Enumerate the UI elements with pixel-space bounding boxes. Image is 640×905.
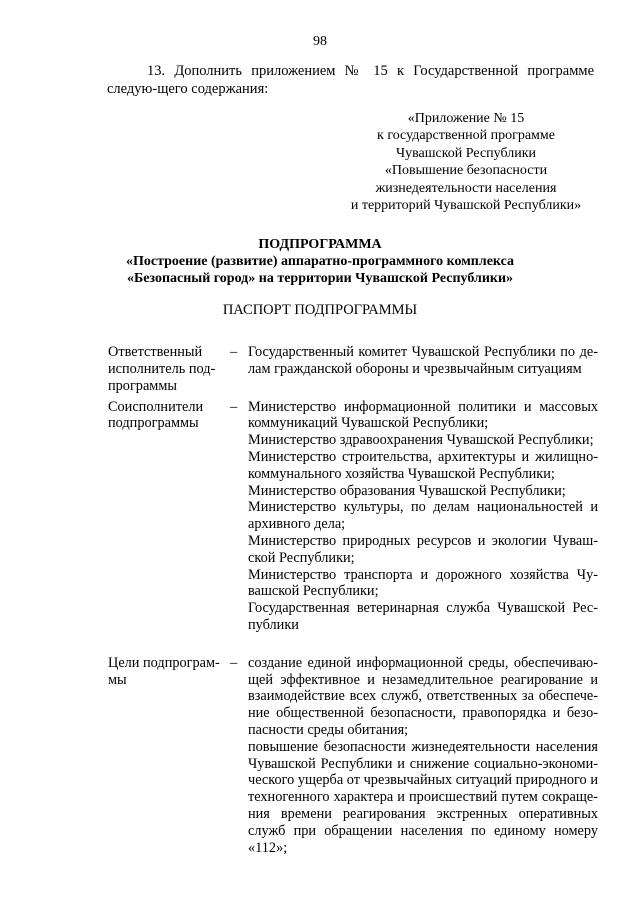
row-label [108,344,214,394]
passport-row-coexecutors [108,399,598,634]
appendix-line: к государственной программе [377,128,555,144]
passport-title: ПАСПОРТ ПОДПРОГРАММЫ [222,302,418,318]
passport-table [108,344,598,856]
row-label [108,399,214,433]
row-label-line: Цели подпрограм- [108,654,220,671]
row-content [248,344,598,378]
subprogram-name-line: «Построение (развитие) аппаратно-программного комплекса [125,254,515,269]
coexecutor-item: Министерство информационной политики и массовых коммуникаций Чувашской Республики; [248,398,598,432]
appendix-line: Чувашской Республики [395,145,537,161]
intro-paragraph: 13. Дополнить приложением № 15 к Государственной программе следую-щего содержания: [107,63,594,97]
appendix-line: и территорий Чувашской Республики» [350,198,582,214]
row-label-line: Соисполнители [108,398,204,415]
row-label [108,654,220,689]
appendix-line: «Приложение № 15 [407,111,525,126]
coexecutor-item: Министерство культуры, по делам национальностей и архивного дела; [248,499,598,533]
coexecutor-item: Министерство природных ресурсов и экологии Чуваш-ской Республики; [248,532,598,566]
row-content [248,655,598,857]
row-dash: – [230,654,238,671]
subprogram-heading: ПОДПРОГРАММА [258,237,382,252]
row-content [248,399,598,634]
row-label-line: Ответственный [108,344,203,360]
appendix-line: «Повышение безопасности [384,163,548,179]
coexecutor-item: Министерство транспорта и дорожного хозяйства Чу-вашской Республики; [248,566,598,600]
subprogram-name-line: «Безопасный город» на территории Чувашской Республики» [126,271,514,286]
goal-item: повышение безопасности жизнедеятельности населения Чувашской Республики и снижение социально-экономи-ческого ущерба от чрезвычайных ситуаций природного и техногенного характера и происшествий путем сокраще-ния времени реагирования экстренных оперативных служб при обращении населения по единому номеру «112»; [248,738,598,856]
subprogram-title [0,236,640,287]
row-dash: – [230,344,238,360]
row-label-line: подпрограммы [108,415,199,432]
coexecutor-item: Министерство образования Чувашской Республики; [248,482,566,499]
appendix-reference [340,110,592,214]
row-content-text: Государственный комитет Чувашской Республики по де-лам гражданской обороны и чрезвычайным ситуациям [248,344,598,377]
coexecutor-item: Министерство строительства, архитектуры и жилищно-коммунального хозяйства Чувашской Республики; [248,448,598,482]
row-label-line: программы [108,377,178,394]
coexecutor-item: Министерство здравоохранения Чувашской Республики; [248,432,594,449]
row-label-line: мы [108,671,127,688]
passport-row-responsible [108,344,598,394]
row-label-line: исполнитель под- [108,360,216,377]
goal-item: создание единой информационной среды, обеспечиваю-щей эффективное и незамедлительное реагирование и взаимодействие всех служб, ответственных за обеспече-ние общественной безопасности, правопорядка и безо-пасности среды обитания; [248,654,598,738]
coexecutor-item: Государственная ветеринарная служба Чувашской Рес-публики [248,600,598,633]
passport-row-goals [108,655,598,857]
row-dash: – [230,398,238,415]
page-number: 98 [313,34,327,49]
appendix-line: жизнедеятельности населения [375,180,557,196]
